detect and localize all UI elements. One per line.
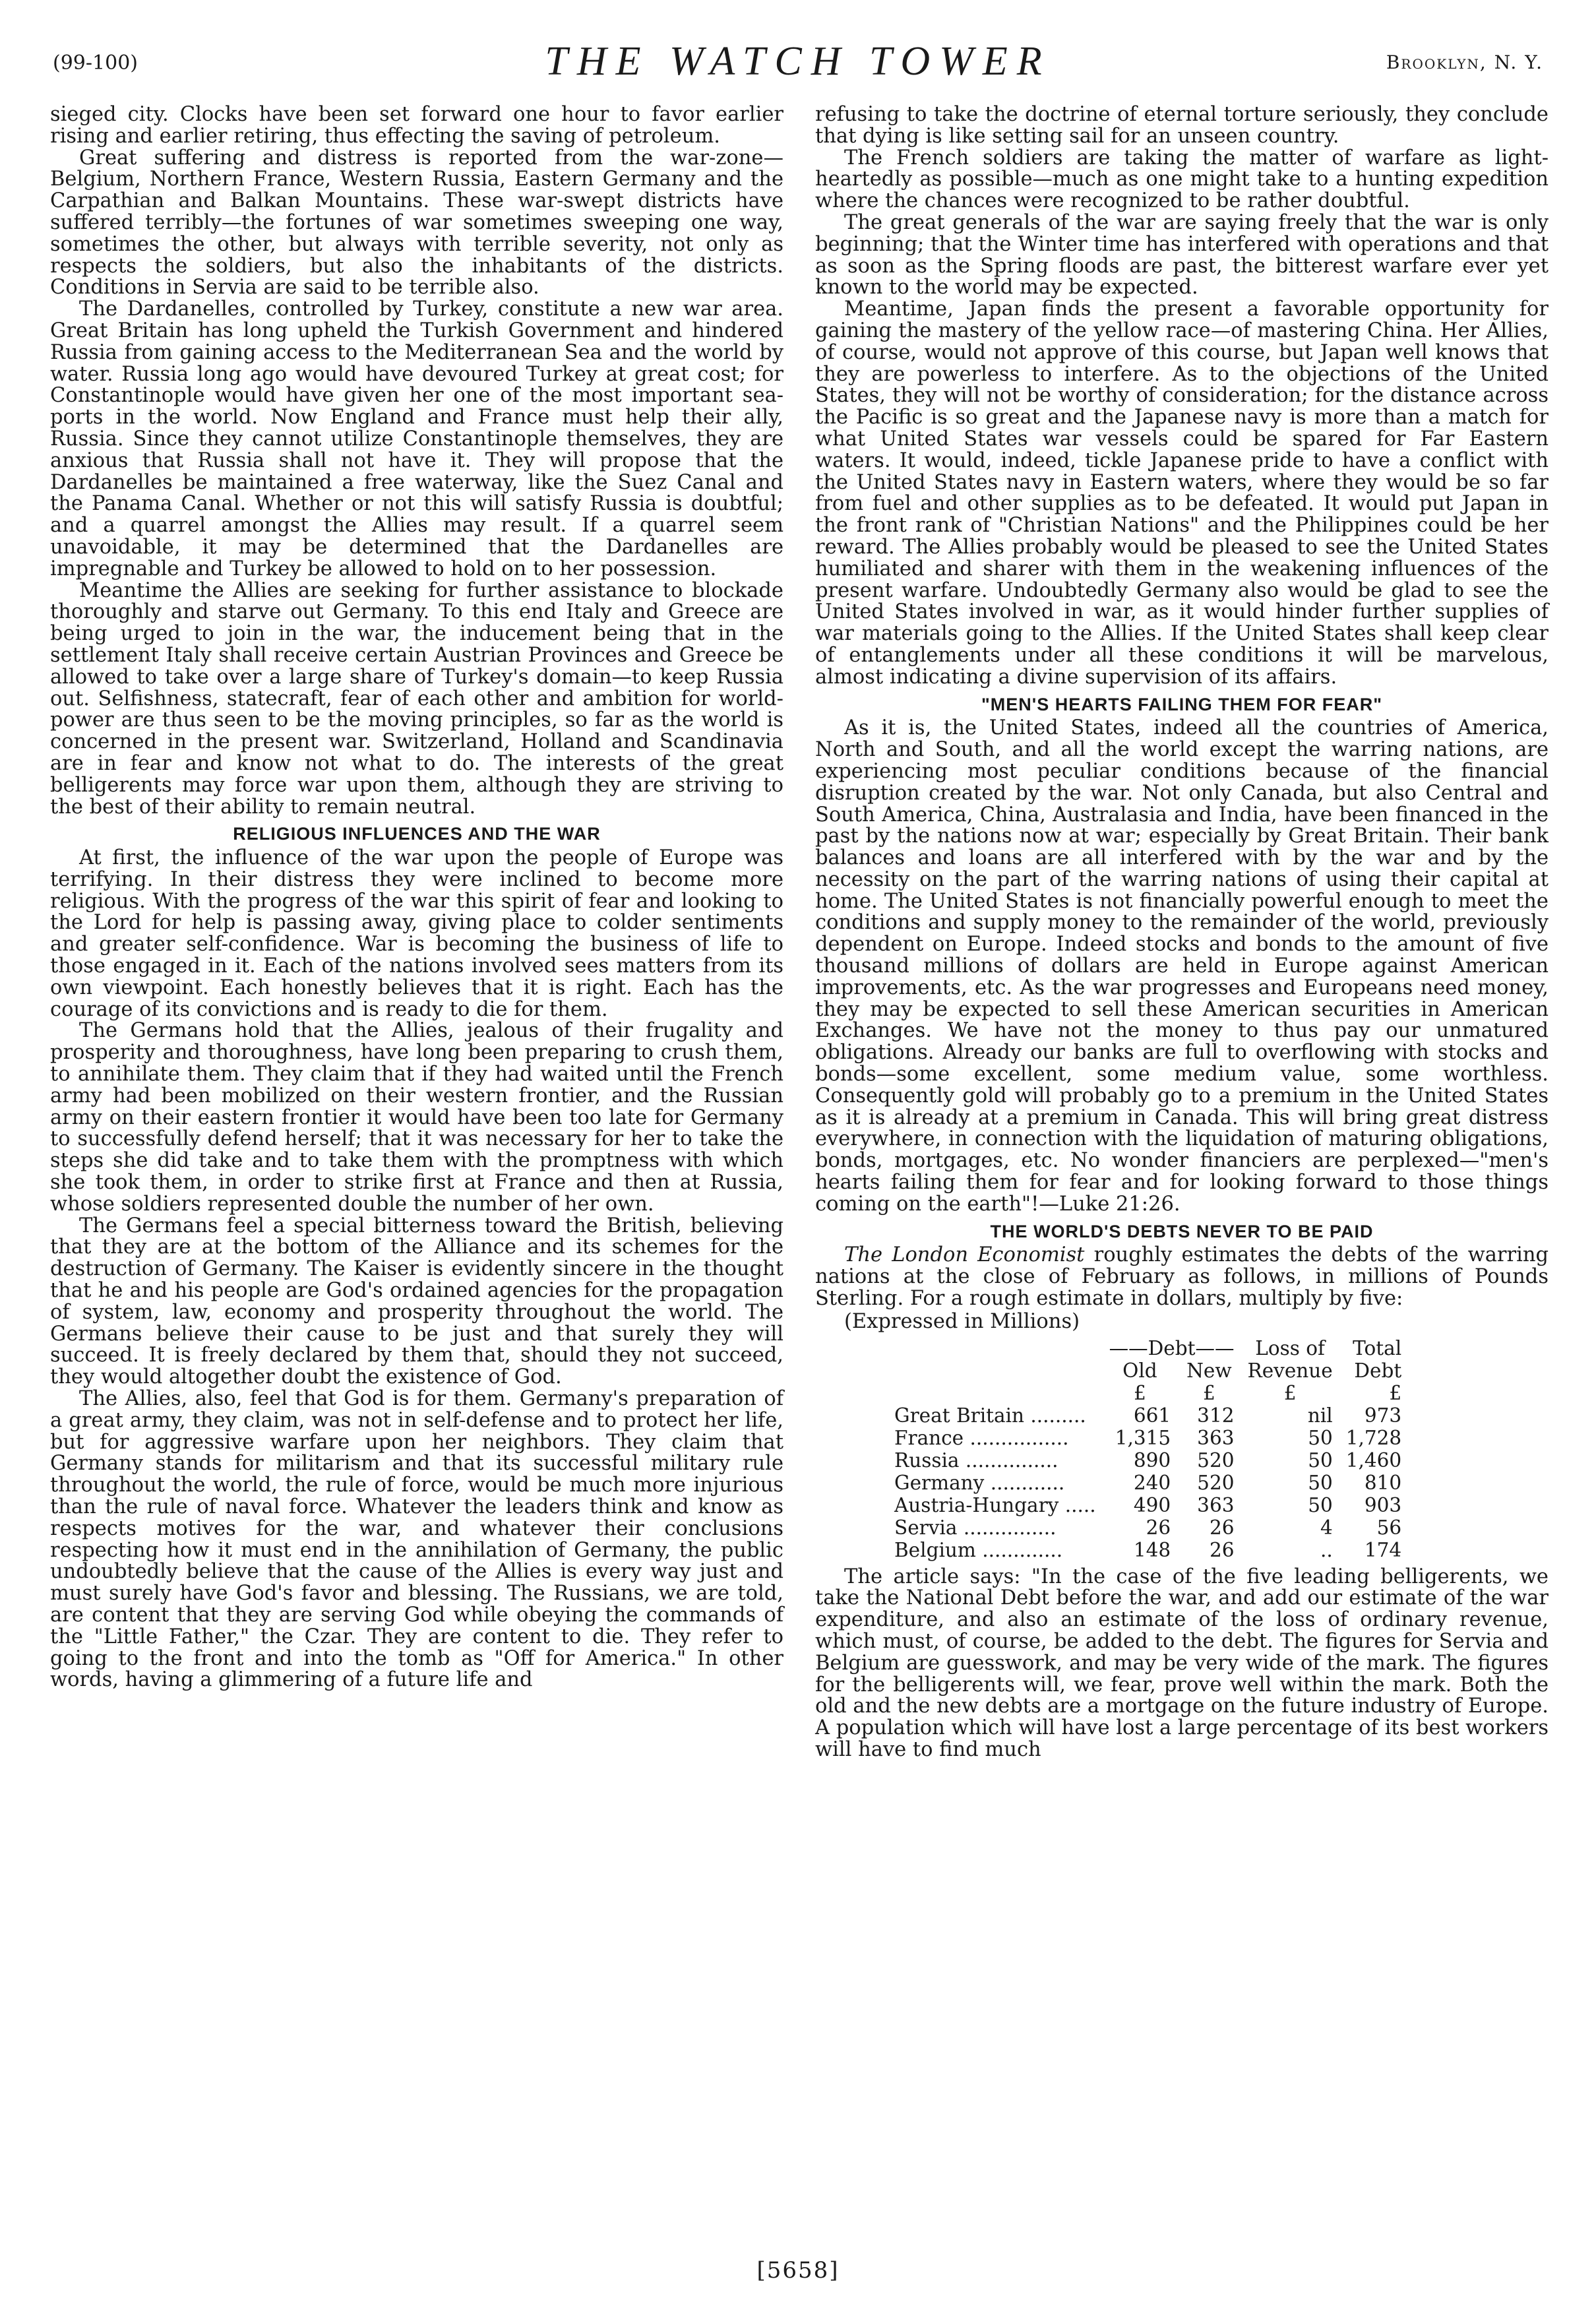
- table-cell-new: 312: [1197, 1404, 1235, 1427]
- page-header: [40, 38, 1556, 98]
- table-cell-old: 1,315: [1115, 1426, 1171, 1449]
- paragraph: The article says: "In the case of the five leading belligerents, we take the National Debt before the war, and add our estimate of the war expenditure, and also an estimate of the loss of ordinary revenue, which must, of course, be added to the debt. The figures for Servia and Belgium are guesswork, and may be very wide of the mark. The figures for the belligerents will, we fear, prove well within the mark. Both the old and the new debts are a mortgage on the future industry of Europe. A population which will have lost a large percentage of its best workers will have to find much: [815, 1565, 1549, 1761]
- currency-symbol: £: [1134, 1381, 1146, 1404]
- table-cell-new: 520: [1197, 1471, 1235, 1494]
- table-header: Loss of: [1255, 1336, 1325, 1359]
- table-cell-total: 1,728: [1345, 1426, 1402, 1449]
- paragraph: The Allies, also, feel that God is for them. Germany's preparation of a great army, they claim, was not in self-defense and to protect her life, but for aggressive warfare upon her neighbors. They claim that Germany stands for militarism and that its successful military rule throughout the world, the rule of force, would be much more injurious than the rule of naval force. Whatever the leaders think and know as respects motives for the war, and whatever their conclusions respecting how it must end in the annihilation of Germany, the public undoubtedly believe that the cause of the Allies is every way just and must surely have God's favor and blessing. The Russians, we are told, are content that they are serving God while obeying the commands of the "Little Father," the Czar. They are content to die. They refer to going to the front and into the tomb as "Off for America." In other words, having a glimmering of a future life and: [50, 1387, 783, 1692]
- table-caption: (Expressed in Millions): [844, 1309, 1080, 1333]
- table-cell-loss: 50: [1308, 1493, 1333, 1516]
- paragraph: Great suffering and distress is reported from the war-zone—Belgium, Northern France, Western Russia, Eastern Germany and the Carpathian and Balkan Mountains. These war-swept districts have suffered terribly—the fortunes of war sometimes sweeping one way, sometimes the other, but always with terrible severity, not only as respects the soldiers, but also the inhabitants of the districts. Conditions in Servia are said to be terrible also.: [50, 146, 783, 299]
- table-cell-loss: 50: [1308, 1471, 1333, 1494]
- masthead-title: THE WATCH TOWER: [545, 39, 1051, 84]
- source-title: The London Economist: [844, 1243, 1085, 1267]
- table-cell-country: Belgium .............: [894, 1538, 1063, 1561]
- table-cell-total: 174: [1364, 1538, 1402, 1561]
- paragraph: sieged city. Clocks have been set forward one hour to favor earlier rising and earlier retiring, thus effecting the saving of petroleum.: [50, 103, 783, 148]
- table-cell-country: Great Britain .........: [894, 1404, 1086, 1427]
- table-cell-old: 148: [1133, 1538, 1171, 1561]
- currency-symbol: £: [1389, 1381, 1402, 1404]
- table-row: [894, 1427, 1408, 1449]
- table-cell-loss: 50: [1308, 1449, 1333, 1472]
- table-cell-country: Austria-Hungary .....: [894, 1493, 1096, 1516]
- table-cell-new: 26: [1209, 1516, 1235, 1539]
- table-cell-total: 903: [1364, 1493, 1402, 1516]
- paragraph: The Dardanelles, controlled by Turkey, constitute a new war area. Great Britain has long upheld the Turkish Government and hindered Russia from gaining access to the Mediterranean Sea and the world by water. Russia long ago would have devoured Turkey at great cost; for Constantinople would have given her one of the most important sea-ports in the world. Now England and France must help their ally, Russia. Since they cannot utilize Constantinople themselves, they are anxious that Russia shall not have it. They will propose that the Dardanelles be maintained a free waterway, like the Suez Canal and the Panama Canal. Whether or not this will satisfy Russia is doubtful; and a quarrel amongst the Allies may result. If a quarrel seem unavoidable, it may be determined that the Dardanelles are impregnable and Turkey be allowed to hold on to her possession.: [50, 297, 783, 580]
- table-row: [894, 1472, 1408, 1494]
- table-header: Total: [1353, 1336, 1402, 1359]
- table-cell-new: 520: [1197, 1449, 1235, 1472]
- table-cell-old: 661: [1133, 1404, 1171, 1427]
- table-cell-old: 490: [1133, 1493, 1171, 1516]
- table-row: [894, 1449, 1408, 1472]
- page-number-footer: [5658]: [756, 2257, 840, 2284]
- table-cell-loss: 50: [1308, 1426, 1333, 1449]
- table-cell-total: 56: [1376, 1516, 1402, 1539]
- table-header: New: [1186, 1359, 1232, 1382]
- paragraph: As it is, the United States, indeed all the countries of America, North and South, and all the world except the warring nations, are experiencing most peculiar conditions because of the financial disruption created by the war. Not only Canada, but also Central and South America, China, Australasia and India, have been financed in the past by the nations now at war; especially by Great Britain. Their bank balances and loans are all interfered with by the war and by the necessity on the part of the warring nations of using their capital at home. The United States is not financially powerful enough to meet the conditions and supply money to the remainder of the world, previously dependent on Europe. Indeed stocks and bonds to the amount of five thousand millions of dollars are held in Europe against American improvements, etc. As the war progresses and Europeans need money, they may be expected to sell these American securities in American Exchanges. We have not the money to thus pay our unmatured obligations. Already our banks are full to overflowing with stocks and bonds—some excellent, some medium value, some worthless. Consequently gold will probably go to a premium in the United States as it is already at a premium in Canada. This will bring great distress everywhere, in connection with the liquidation of maturing obligations, bonds, mortgages, etc. No wonder financiers are perplexed—"men's hearts failing them for fear and for looking forward to those things coming on the earth"!—Luke 21:26.: [815, 716, 1549, 1216]
- table-header: [894, 1382, 1103, 1404]
- currency-symbol: £: [1202, 1381, 1215, 1404]
- section-heading: RELIGIOUS INFLUENCES AND THE WAR: [233, 824, 601, 844]
- table-cell-new: 363: [1197, 1426, 1235, 1449]
- table-cell-country: Russia ...............: [894, 1449, 1059, 1472]
- table-row: [894, 1494, 1408, 1516]
- table-cell-loss: ..: [1320, 1538, 1333, 1561]
- table-cell-old: 240: [1133, 1471, 1171, 1494]
- table-cell-old: 890: [1133, 1449, 1171, 1472]
- paragraph-text: roughly estimates the debts of the warring nations at the close of February as follows, in millions of Pounds Sterling. For a rough estimate in dollars, multiply by five:: [815, 1243, 1549, 1311]
- page-numbers: (99-100): [53, 51, 138, 75]
- paragraph: Meantime, Japan finds the present a favorable opportunity for gaining the mastery of the yellow race—of mastering China. Her Allies, of course, would not approve of this course, but Japan well knows that they are powerless to interfere. As to the objections of the United States, they will not be worthy of consideration; for the distance across the Pacific is so great and the Japanese navy is more than a match for what United States war vessels could be spared for Far Eastern waters. It would, indeed, tickle Japanese pride to have a conflict with the United States navy in Eastern waters, where they would be so far from fuel and other supplies as to be defeated. It would put Japan in the front rank of "Christian Nations" and the Philippines could be her reward. The Allies probably would be pleased to see the United States humiliated and sharer with them in the weakening influences of the present warfare. Undoubtedly Germany also would be glad to see the United States involved in war, as it would hinder further supplies of war materials going to the Allies. If the United States shall keep clear of entanglements under all these conditions it will be marvelous, almost indicating a divine supervision of its affairs.: [815, 297, 1549, 689]
- table-row: [894, 1404, 1408, 1427]
- table-cell-country: Germany ............: [894, 1471, 1065, 1494]
- paragraph: Meantime the Allies are seeking for further assistance to blockade thoroughly and starve out Germany. To this end Italy and Greece are being urged to join in the war, the inducement being that in the settlement Italy shall receive certain Austrian Provinces and Greece be allowed to take over a large share of Turkey's domain—to keep Russia out. Selfishness, statecraft, fear of each other and ambition for world-power are thus seen to be the moving principles, so far as the world is concerned in the present war. Switzerland, Holland and Scandinavia are in fear and know not what to do. The interests of the great belligerents may force war upon them, although they are striving to the best of their ability to remain neutral.: [50, 578, 783, 819]
- table-header: ——Debt——: [1109, 1336, 1235, 1359]
- table-row: [894, 1516, 1408, 1539]
- table-cell-new: 363: [1197, 1493, 1235, 1516]
- currency-symbol: £: [1283, 1381, 1297, 1404]
- table-cell-new: 26: [1209, 1538, 1235, 1561]
- table-header: [894, 1359, 1103, 1382]
- paragraph: At first, the influence of the war upon the people of Europe was terrifying. In their distress they were inclined to become more religious. With the progress of the war this spirit of fear and looking to the Lord for help is passing away, giving place to colder sentiments and greater self-confidence. War is becoming the business of life to those engaged in it. Each of the nations involved sees matters from its own viewpoint. Each honestly believes that it is right. Each has the courage of its convictions and is ready to die for them.: [50, 846, 783, 1021]
- paragraph: The Germans feel a special bitterness toward the British, believing that they are at the bottom of the Alliance and its schemes for the destruction of Germany. The Kaiser is evidently sincere in the thought that he and his people are God's ordained agencies for the propagation of system, law, economy and prosperity throughout the world. The Germans believe their cause to be just and that surely they will succeed. It is freely declared by them that, should they not succeed, they would altogether doubt the existence of God.: [50, 1214, 783, 1389]
- table-cell-total: 810: [1364, 1471, 1402, 1494]
- place-line: Brooklyn, N. Y.: [1386, 51, 1543, 73]
- table-header: Revenue: [1247, 1359, 1333, 1382]
- paragraph: The great generals of the war are saying freely that the war is only beginning; that the Winter time has interfered with operations and that as soon as the Spring floods are past, the bitterest warfare ever yet known to the world may be expected.: [815, 210, 1549, 299]
- table-cell-total: 1,460: [1345, 1449, 1402, 1472]
- table-cell-old: 26: [1146, 1516, 1171, 1539]
- paragraph: The French soldiers are taking the matter of warfare as light-heartedly as possible—much as one might take to a hunting expedition where the chances were recognized to be rather doubtful.: [815, 146, 1549, 213]
- table-cell-loss: nil: [1307, 1404, 1333, 1427]
- right-column: [815, 104, 1549, 1761]
- section-heading: THE WORLD'S DEBTS NEVER TO BE PAID: [990, 1221, 1374, 1241]
- table-row: [894, 1539, 1408, 1561]
- paragraph: refusing to take the doctrine of eternal torture seriously, they conclude that dying is like setting sail for an unseen country.: [815, 103, 1549, 148]
- table-header: Debt: [1354, 1359, 1402, 1382]
- table-cell-total: 973: [1364, 1404, 1402, 1427]
- table-cell-loss: 4: [1320, 1516, 1333, 1539]
- left-column: [50, 104, 783, 1691]
- paragraph: [815, 1245, 1549, 1309]
- section-heading: "MEN'S HEARTS FAILING THEM FOR FEAR": [981, 694, 1383, 714]
- debts-table: [894, 1337, 1408, 1561]
- table-cell-country: France ................: [894, 1426, 1069, 1449]
- table-header: Old: [1122, 1359, 1157, 1382]
- table-cell-country: Servia ...............: [894, 1516, 1057, 1539]
- table-header: [894, 1337, 1103, 1359]
- paragraph: The Germans hold that the Allies, jealous of their frugality and prosperity and thoroughness, have long been preparing to crush them, to annihilate them. They claim that if they had waited until the French army had been mobilized on their western frontier, and the Russian army on their eastern frontier it would have been too late for Germany to successfully defend herself; that it was necessary for her to take the steps she did take and to take them with the promptness with which she took them, in order to strike first at France and then at Russia, whose soldiers represented double the number of her own.: [50, 1019, 783, 1216]
